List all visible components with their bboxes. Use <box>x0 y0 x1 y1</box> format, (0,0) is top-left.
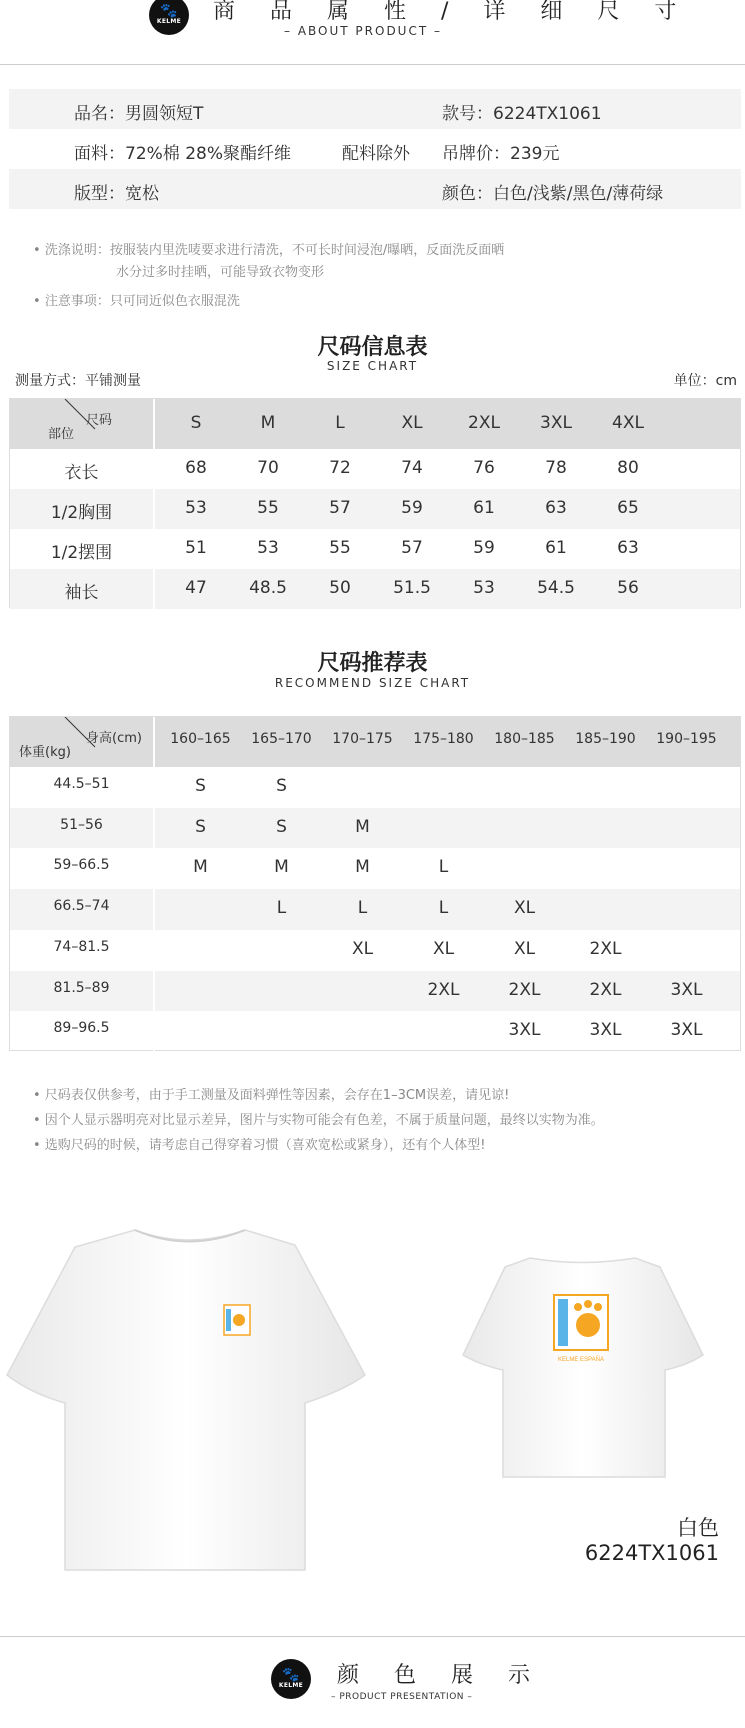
row-label: 66.5–74 <box>53 898 110 915</box>
table-row <box>10 808 740 849</box>
table-cell: 63 <box>545 498 567 518</box>
colors: 颜色：白色/浅紫/黑色/薄荷绿 <box>442 184 664 204</box>
table-cell: 59 <box>473 538 495 558</box>
fabric-note: 配料除外 <box>342 144 410 164</box>
table-row <box>10 767 740 808</box>
table-cell: XL <box>351 938 374 959</box>
wash-instructions: • 洗涤说明：按服装内里洗唛要求进行清洗，不可长时间浸泡/曝晒，反面洗反面晒 <box>33 243 505 258</box>
table-cell: 55 <box>257 498 279 518</box>
table-cell: 70 <box>257 458 279 478</box>
table-cell: 80 <box>617 458 639 478</box>
column-header: M <box>260 413 276 433</box>
size-chart-title: 尺码信息表 <box>317 335 428 360</box>
table-cell: 72 <box>329 458 351 478</box>
column-header: 175–180 <box>413 731 474 747</box>
column-header: 170–175 <box>332 731 393 747</box>
table-cell: 76 <box>473 458 495 478</box>
row-label: 衣长 <box>64 463 99 483</box>
column-header: 190–195 <box>656 731 717 747</box>
table-cell: 53 <box>185 498 207 518</box>
column-header: 160–165 <box>170 731 231 747</box>
table-cell: 51.5 <box>393 578 431 598</box>
disclaimer-list <box>33 1084 604 1159</box>
size-chart-subtitle: SIZE CHART <box>326 359 419 373</box>
table-cell: XL <box>432 938 455 959</box>
disclaimer-item: • 选购尺码的时候，请考虑自己得穿着习惯（喜欢宽松或紧身），还有个人体型! <box>33 1138 486 1153</box>
row-label: 51–56 <box>60 816 103 833</box>
table-cell: 68 <box>185 458 207 478</box>
table-row <box>10 1011 740 1052</box>
table-row <box>10 529 740 569</box>
wash-line-2: 水分过多时挂晒，可能导致衣物变形 <box>116 265 325 280</box>
table-cell: 51 <box>185 538 207 558</box>
table-cell: XL <box>513 938 536 959</box>
back-small-text: KELME ESPAÑA <box>558 1357 604 1363</box>
table-cell: 57 <box>401 538 423 558</box>
table-cell: 50 <box>329 578 351 598</box>
column-divider <box>153 717 155 1052</box>
unit-label: 单位：cm <box>673 373 737 389</box>
row-label: 袖长 <box>64 583 99 603</box>
table-row <box>10 930 740 971</box>
column-divider <box>153 399 155 609</box>
table-cell: S <box>276 816 287 837</box>
table-cell: 65 <box>617 498 639 518</box>
table-cell: 2XL <box>427 979 460 1000</box>
column-header: XL <box>401 413 423 433</box>
tshirt-front-image <box>5 1225 375 1575</box>
table-cell: 61 <box>473 498 495 518</box>
table-cell: 2XL <box>589 938 622 959</box>
paw-icon: 🐾 <box>282 1667 300 1683</box>
table-cell: L <box>438 857 449 878</box>
recommend-chart-title: 尺码推荐表 <box>317 651 428 676</box>
table-cell: 3XL <box>670 979 703 1000</box>
table-cell: 47 <box>185 578 207 598</box>
corner-diagonal <box>10 399 153 449</box>
table-row <box>10 971 740 1012</box>
table-row <box>10 489 740 529</box>
column-header: 3XL <box>540 413 572 433</box>
table-cell: 2XL <box>589 979 622 1000</box>
logo-text: KELME <box>156 18 182 25</box>
attribute-row-3 <box>9 169 741 209</box>
attribute-row-1 <box>9 89 741 129</box>
notice-text: 注意事项：只可同近似色衣服混洗 <box>44 294 240 309</box>
table-cell: 2XL <box>508 979 541 1000</box>
logo-text: KELME <box>278 1682 304 1689</box>
product-color: 白色 <box>677 1516 719 1540</box>
table-cell: S <box>195 776 206 796</box>
table-cell: 63 <box>617 538 639 558</box>
size-chart-table <box>9 398 741 608</box>
corner-weight-label: 体重(kg) <box>19 745 71 760</box>
column-header: 185–190 <box>575 731 636 747</box>
disclaimer-item: • 尺码表仅供参考，由于手工测量及面料弹性等因素，会存在1–3CM误差，请见谅! <box>33 1088 510 1103</box>
kelme-logo <box>149 0 189 35</box>
table-cell: XL <box>513 898 536 919</box>
section-title-colors: 颜 色 展 示 <box>337 1663 544 1688</box>
footer-divider <box>0 1636 745 1637</box>
table-cell: 55 <box>329 538 351 558</box>
table-cell: L <box>357 898 368 919</box>
table-cell: S <box>195 816 206 837</box>
row-label: 1/2胸围 <box>50 503 113 523</box>
table-cell: 53 <box>473 578 495 598</box>
care-notice: • 注意事项：只可同近似色衣服混洗 <box>33 294 240 309</box>
disclaimer-item: • 因个人显示器明亮对比显示差异，图片与实物可能会有色差，不属于质量问题，最终以实物为准。 <box>33 1113 604 1128</box>
table-cell: 3XL <box>508 1020 541 1041</box>
table-cell: 3XL <box>670 1020 703 1041</box>
size-chart-header <box>10 399 740 449</box>
table-cell: S <box>276 776 287 796</box>
table-cell: 56 <box>617 578 639 598</box>
table-cell: 48.5 <box>249 578 287 598</box>
header-divider <box>0 64 745 65</box>
table-cell: L <box>276 898 287 919</box>
row-label: 81.5–89 <box>53 979 110 996</box>
recommend-chart-header <box>10 717 740 767</box>
attribute-row-2 <box>9 129 741 169</box>
table-cell: 61 <box>545 538 567 558</box>
section-subtitle-about: – ABOUT PRODUCT – <box>284 24 442 38</box>
table-cell: M <box>355 857 370 878</box>
table-cell: 57 <box>329 498 351 518</box>
row-label: 89–96.5 <box>53 1020 110 1037</box>
tag-price: 吊牌价：239元 <box>442 144 560 164</box>
table-cell: 74 <box>401 458 423 478</box>
table-cell: 54.5 <box>537 578 575 598</box>
row-label: 1/2摆围 <box>50 543 113 563</box>
fabric: 面料：72%棉 28%聚酯纤维 <box>74 144 291 164</box>
row-label: 44.5–51 <box>53 776 110 792</box>
product-code: 6224TX1061 <box>584 1541 719 1565</box>
corner-part-label: 部位 <box>48 427 75 442</box>
fit: 版型：宽松 <box>74 184 159 204</box>
table-row <box>10 569 740 609</box>
table-cell: 3XL <box>589 1020 622 1041</box>
tshirt-back-image <box>460 1255 705 1480</box>
column-header: 4XL <box>612 413 644 433</box>
table-cell: 59 <box>401 498 423 518</box>
column-header: 180–185 <box>494 731 555 747</box>
table-cell: M <box>274 857 289 878</box>
style-number: 款号：6224TX1061 <box>442 104 602 124</box>
table-cell: M <box>355 816 370 837</box>
wash-label: 洗涤说明： <box>44 243 110 258</box>
table-cell: M <box>193 857 208 878</box>
row-label: 59–66.5 <box>53 857 110 874</box>
table-row <box>10 889 740 930</box>
table-cell: 53 <box>257 538 279 558</box>
measure-method: 测量方式：平铺测量 <box>15 373 141 389</box>
product-name: 品名：男圆领短T <box>74 104 204 124</box>
column-header: 2XL <box>468 413 500 433</box>
column-header: L <box>335 413 345 433</box>
table-cell: 78 <box>545 458 567 478</box>
corner-size-label: 尺码 <box>86 413 113 428</box>
kelme-logo <box>271 1659 311 1699</box>
column-header: 165–170 <box>251 731 312 747</box>
recommend-chart-subtitle: RECOMMEND SIZE CHART <box>274 676 471 690</box>
corner-height-label: 身高(cm) <box>86 731 142 746</box>
column-header: S <box>190 413 202 433</box>
table-row <box>10 449 740 489</box>
wash-line-1: 按服装内里洗唛要求进行清洗，不可长时间浸泡/曝晒，反面洗反面晒 <box>109 243 505 258</box>
recommend-chart-table <box>9 716 741 1051</box>
paw-icon: 🐾 <box>160 3 178 19</box>
table-cell: L <box>438 898 449 919</box>
section-subtitle-colors: – PRODUCT PRESENTATION – <box>331 1692 473 1702</box>
table-row <box>10 848 740 889</box>
row-label: 74–81.5 <box>53 938 110 955</box>
section-title-about: 商 品 属 性 / 详 细 尺 寸 <box>213 0 691 24</box>
